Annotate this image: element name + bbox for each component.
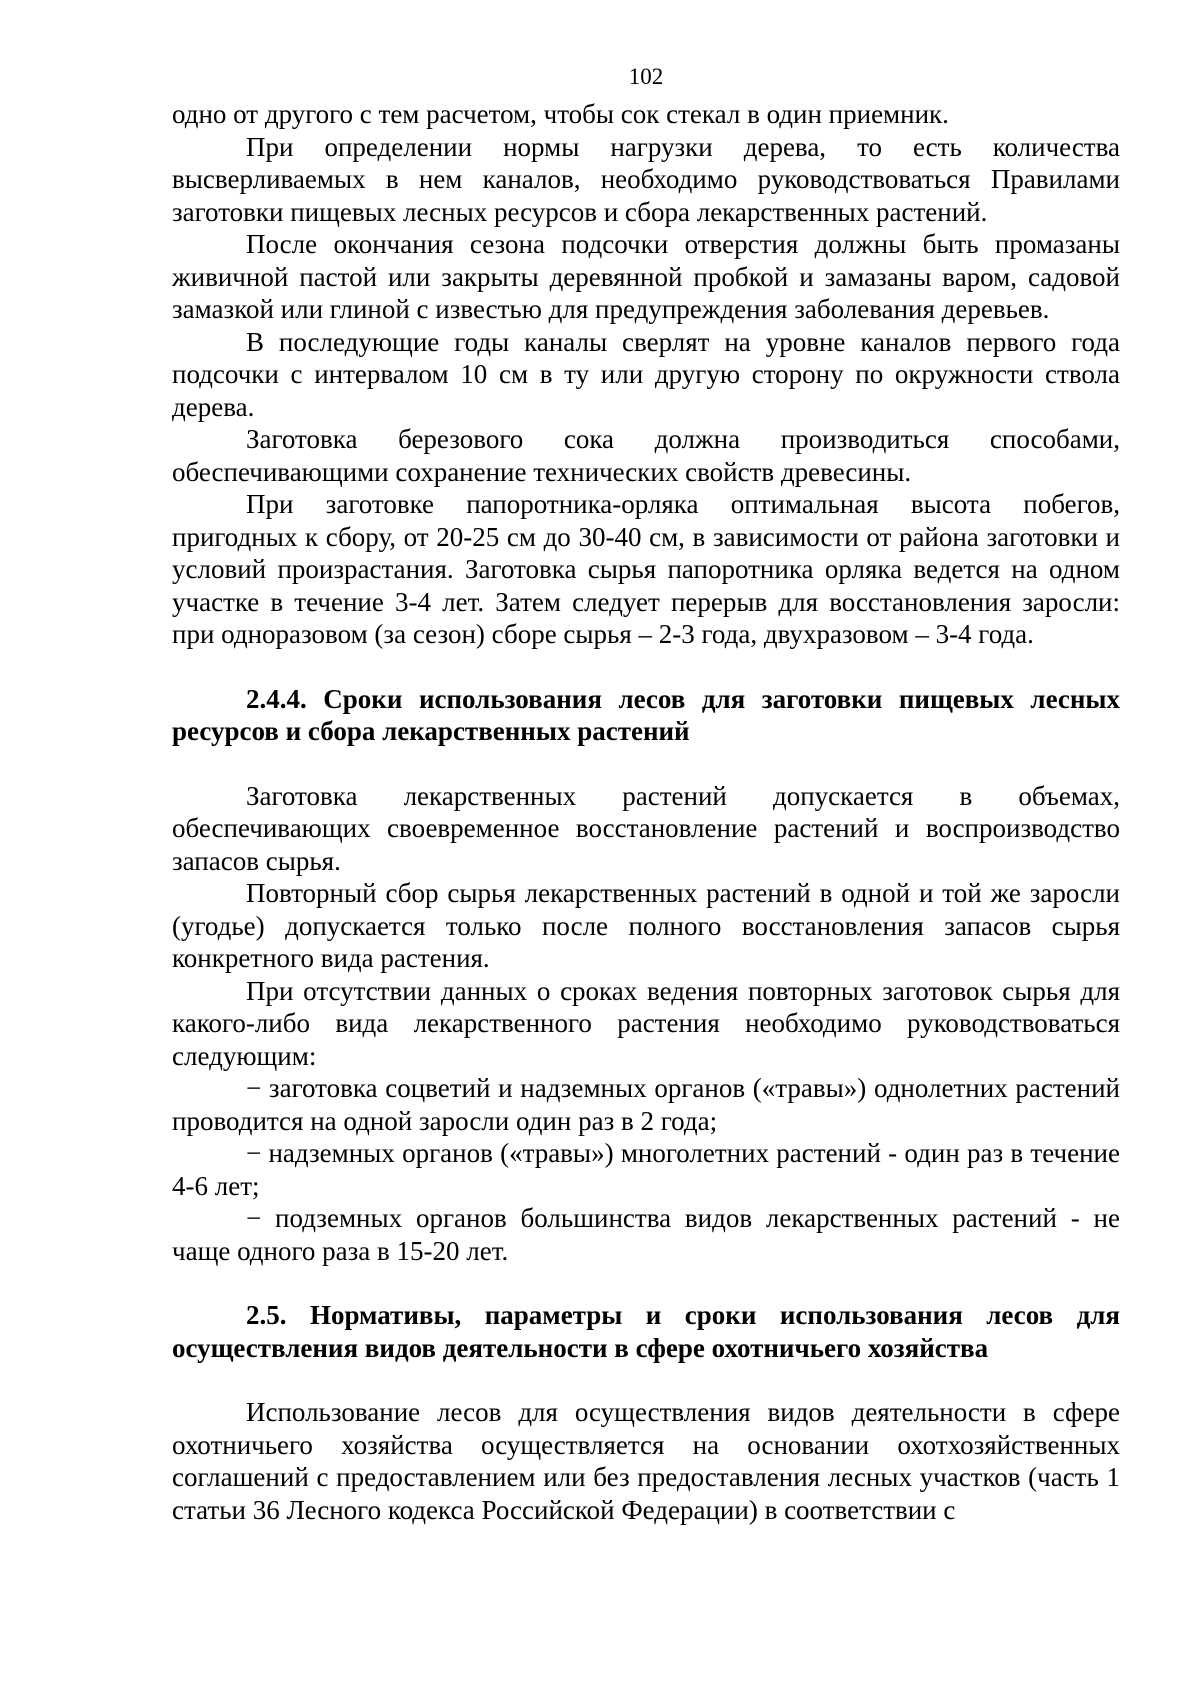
paragraph-load-norm: При определении нормы нагрузки дерева, то есть количества высверливаемых в нем каналов, необходимо руководствоваться Правилами заготовки пищевых лесных ресурсов и сбора лекарственных растений. <box>172 131 1120 227</box>
paragraph-birch-sap: Заготовка березового сока должна производиться способами, обеспечивающими сохранение технических свойств древесины. <box>172 424 1120 487</box>
paragraph-continuation: одно от другого с тем расчетом, чтобы сок стекал в один приемник. <box>172 99 949 129</box>
document-page <box>172 62 1120 1526</box>
list-item-perennial: − надземных органов («травы») многолетних растений - один раз в течение 4-6 лет; <box>172 1138 1120 1201</box>
page-number: 102 <box>628 64 664 89</box>
paragraph-next-years: В последующие годы каналы сверлят на уровне каналов первого года подсочки с интервалом 10 см в ту или другую сторону по окружности ствола дерева. <box>172 326 1120 422</box>
list-item-annual: − заготовка соцветий и надземных органов («травы») однолетних растений проводится на одной заросли один раз в 2 года; <box>172 1073 1120 1136</box>
section-heading-2-5: 2.5. Нормативы, параметры и сроки использования лесов для осуществления видов деятельности в сфере охотничьего хозяйства <box>172 1300 1120 1363</box>
paragraph-no-data: При отсутствии данных о сроках ведения повторных заготовок сырья для какого-либо вида лекарственного растения необходимо руководствоваться следующим: <box>172 975 1120 1071</box>
paragraph-season-end: После окончания сезона подсочки отверстия должны быть промазаны живичной пастой или закрыты деревянной пробкой и замазаны варом, садовой замазкой или глиной с известью для предупреждения заболевания деревьев. <box>172 229 1120 324</box>
section-heading-2-4-4: 2.4.4. Сроки использования лесов для заготовки пищевых лесных ресурсов и сбора лекарственных растений <box>172 683 1120 746</box>
paragraph-medicinal-volume: Заготовка лекарственных растений допускается в объемах, обеспечивающих своевременное восстановление растений и воспроизводство запасов сырья. <box>172 780 1120 876</box>
paragraph-repeat-collection: Повторный сбор сырья лекарственных растений в одной и той же заросли (угодье) допускается только после полного восстановления запасов сырья конкретного вида растения. <box>172 878 1120 973</box>
paragraph-hunting-use: Использование лесов для осуществления видов деятельности в сфере охотничьего хозяйства осуществляется на основании охотхозяйственных соглашений с предоставлением или без предоставления лесных участков (часть 1 статьи 36 Лесного кодекса Российской Федерации) в соответствии с <box>172 1397 1120 1525</box>
paragraph-bracken: При заготовке папоротника-орляка оптимальная высота побегов, пригодных к сбору, от 20-25 см до 30-40 см, в зависимости от района заготовки и условий произрастания. Заготовка сырья папоротника орляка ведется на одном участке в течение 3-4 лет. Затем следует перерыв для восстановления заросли: при одноразовом (за сезон) сборе сырья – 2-3 года, двухразовом – 3-4 года. <box>172 489 1120 649</box>
list-item-underground: − подземных органов большинства видов лекарственных растений - не чаще одного раза в 15-20 лет. <box>172 1203 1120 1266</box>
